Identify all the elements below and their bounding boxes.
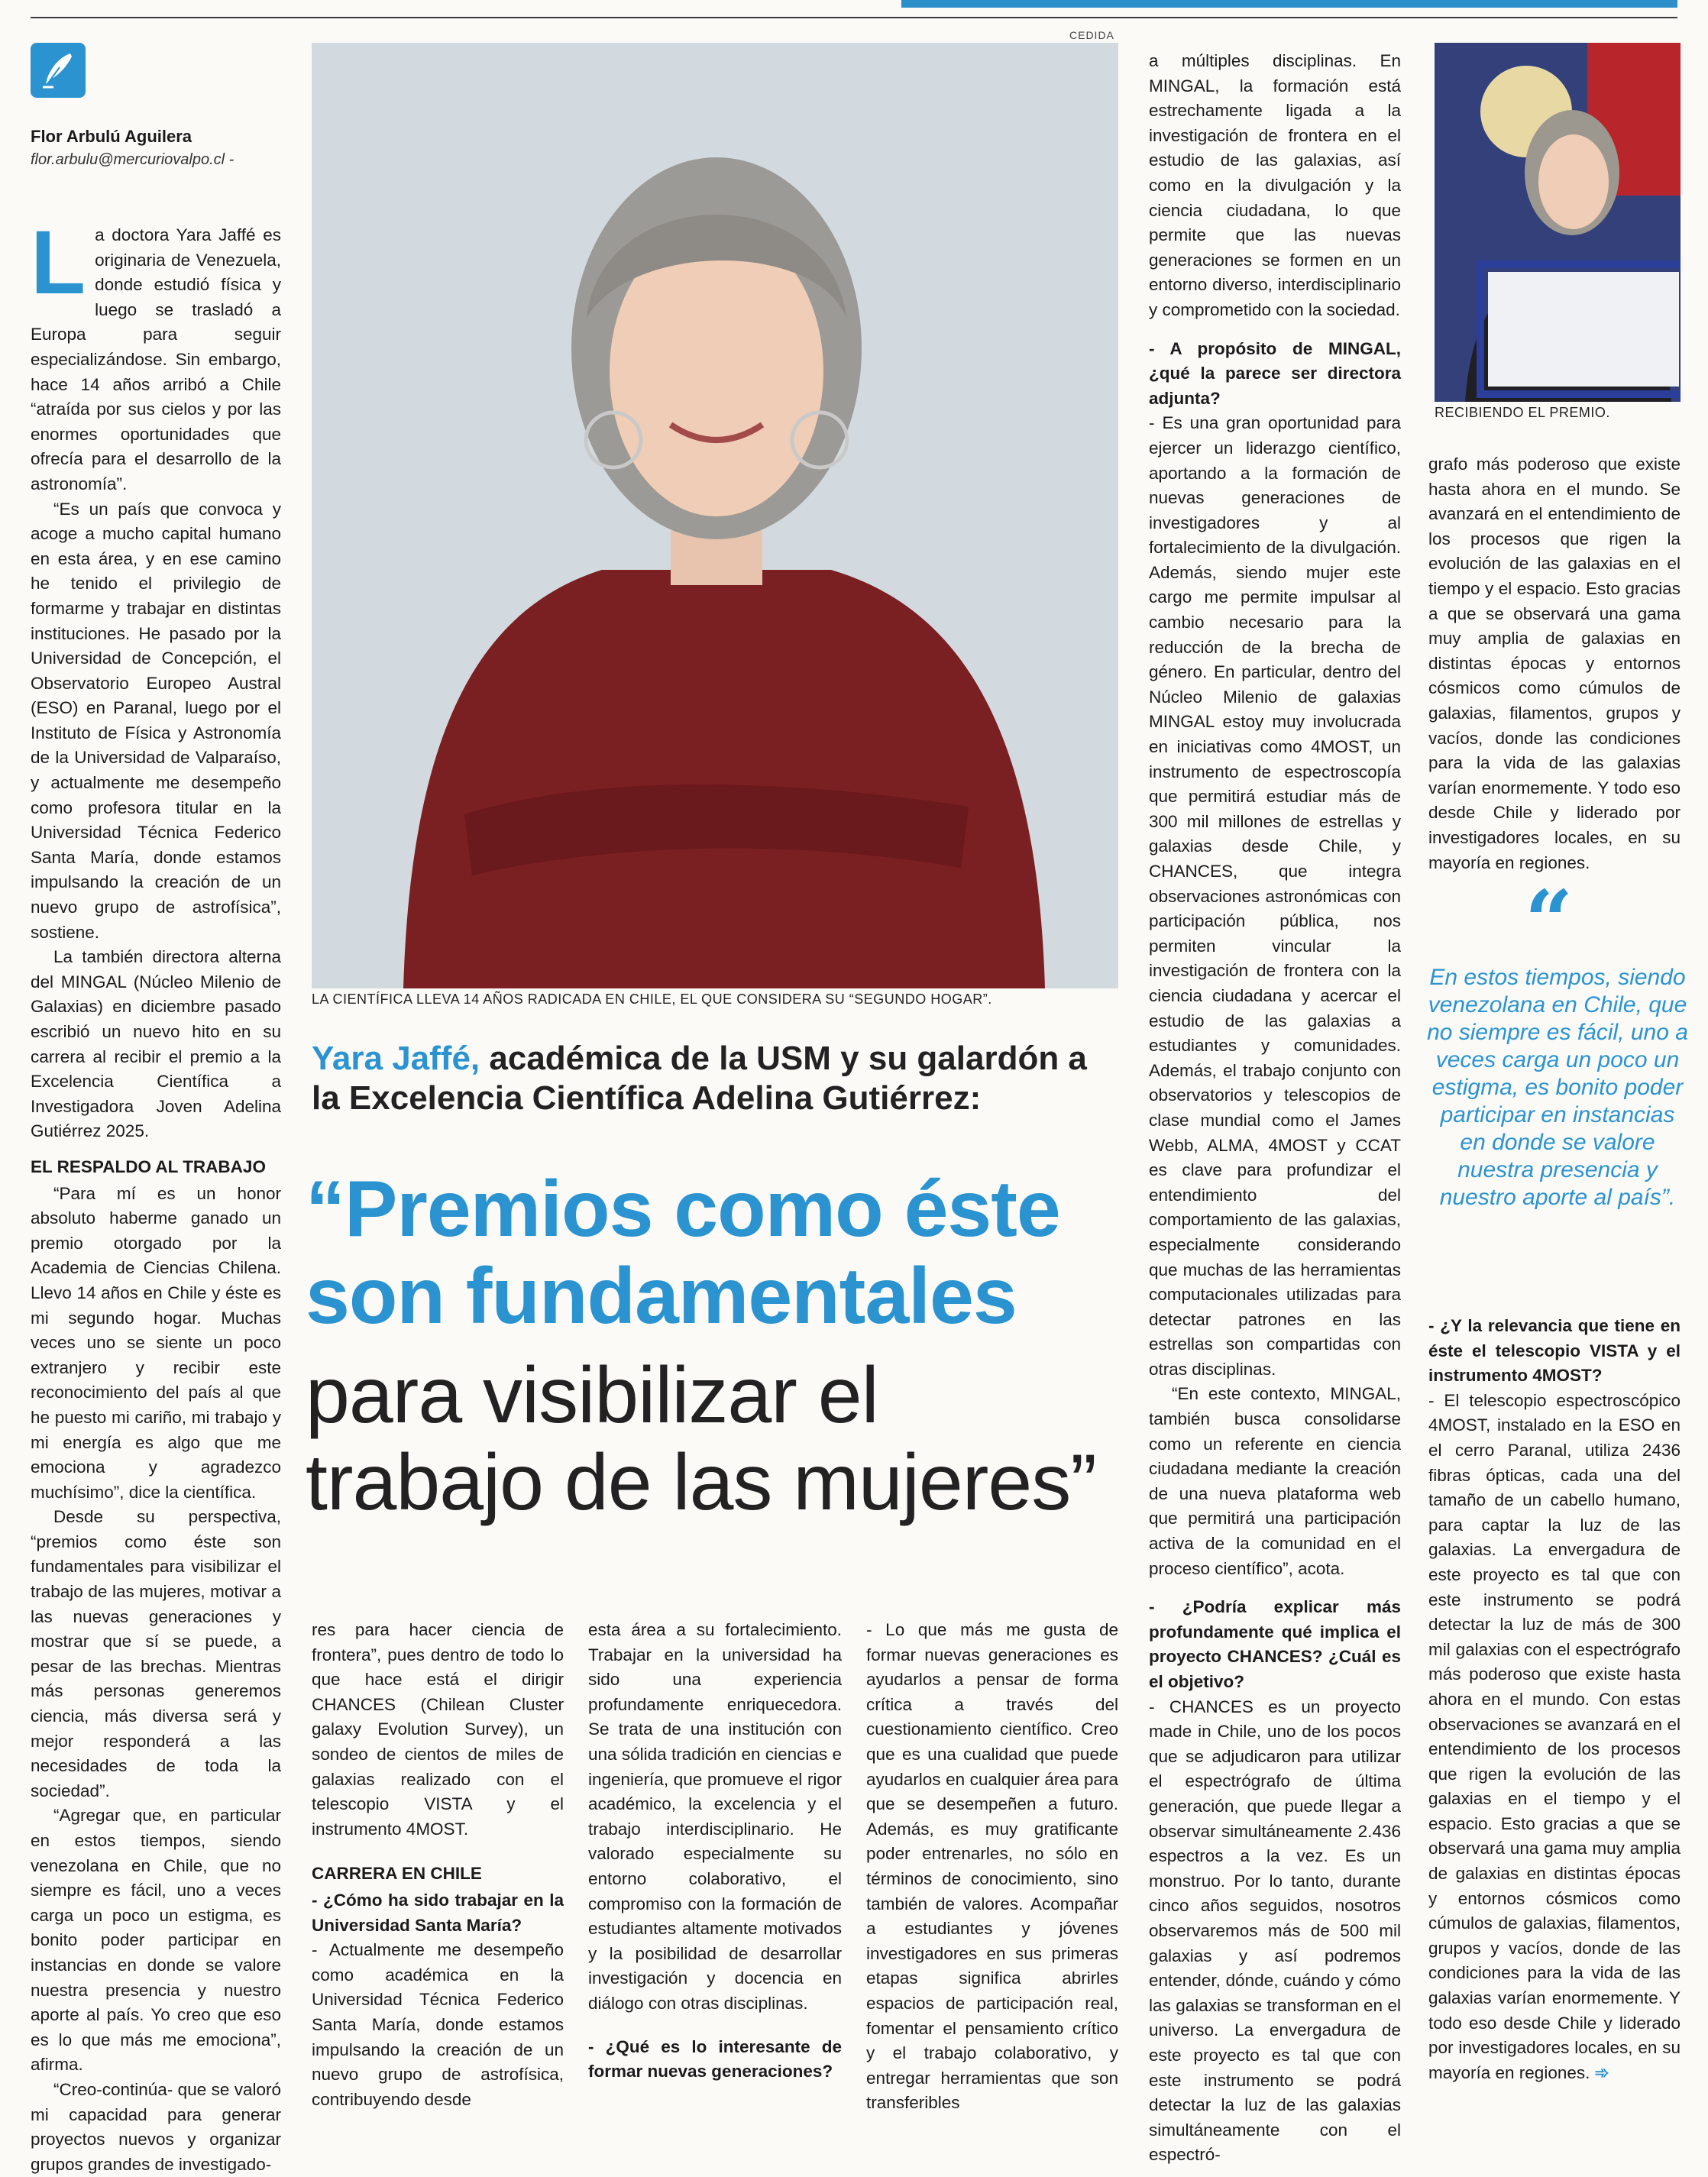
article-column-2 — [312, 1618, 564, 2112]
headline-blue: “Premios como éste son fundamentales — [306, 1165, 1060, 1341]
paragraph: grafo más poderoso que existe hasta ahora en el mundo. Se avanzará en el entendimiento de los procesos que rigen la evolución de las galaxias en el tiempo y el espacio. Esto gracias a que se observará una gama muy amplia de galaxias en distintas épocas y entornos cósmicos como cúmulos de galaxias, filamentos, grupos y vacíos, donde las condiciones para la vida de las galaxias varían enormemente. Y todo eso desde Chile y liderado por investigadores locales, en su mayoría en regiones. — [1428, 454, 1681, 872]
award-photo-caption: RECIBIENDO EL PREMIO. — [1435, 405, 1610, 420]
paragraph: Desde su perspectiva, “premios como éste son fundamentales para visibilizar el trabajo de las mujeres, motivar a las nuevas generaciones y mostrar que sí se puede, a pesar de las brechas. Mientras más personas generemos ciencia, más diversa será y mejor responderá a las necesidades de toda la sociedad”. — [31, 1507, 281, 1800]
paragraph: La también directora alterna del MINGAL (Núcleo Milenio de Galaxias) en diciembre pasado escribió un nuevo hito en su carrera al recibir el premio a la Excelencia Científica a Investigadora Joven Adelina Gutiérrez 2025. — [31, 947, 281, 1141]
paragraph: res para hacer ciencia de frontera”, pues dentro de todo lo que hace está el dirigir CHANCES (Chilean Cluster galaxy Evolution Survey), un sondeo de cientos de miles de galaxias realizado con el telescopio VISTA y el instrumento 4MOST. — [312, 1620, 564, 1839]
paragraph: - Lo que más me gusta de formar nuevas generaciones es ayudarlos a pensar de forma crítica a través del cuestionamiento científico. Creo que es una cualidad que puede ayudarlos en cualquier área para que se desempeñen a futuro. Además, es muy gratificante poder entrenarles, no sólo en términos de conocimiento, sino también de valores. Acompañar a estudiantes y jóvenes investigadores en sus primeras etapas significa abrirles espacios de participación real, fomentar el pensamiento crítico y el trabajo colaborativo, y entregar herramientas que son transferibles — [866, 1620, 1118, 2113]
paragraph: “Es un país que convoca y acoge a mucho capital humano en esta área, y en ese camino he tenido el privilegio de formarme y trabajar en distintas instituciones. He pasado por la Universidad de Concepción, el Observatorio Europeo Austral (ESO) en Paranal, luego por el Instituto de Física y Astronomía de la Universidad de Valparaíso, y actualmente me desempeño como profesora titular en la Universidad Técnica Federico Santa María, donde estamos impulsando la creación de un nuevo grupo de astrofísica”, sostiene. — [31, 499, 281, 942]
paragraph: - Es una gran oportunidad para ejercer un liderazgo científico, aportando a la formación de nuevas generaciones de investigadores y al fortalecimiento de la divulgación. Además, siendo mujer este cargo me permite impulsar al cambio necesario para la reducción de la brecha de género. En particular, dentro del Núcleo Milenio de galaxias MINGAL estoy muy involucrada en iniciativas como 4MOST, un instrumento de espectroscopía que permitirá estudiar más de 300 mil millones de estrellas y galaxias desde Chile, y CHANCES, que integra observaciones astronómicas con participación pública, nos permiten vincular la investigación de frontera con la ciencia ciudadana y acercar el estudio de las galaxias a estudiantes y comunidades. Además, el trabajo conjunto con observatorios y telescopios de clase mundial como el James Webb, ALMA, 4MOST y CCAT es clave para profundizar el entendimiento del comportamiento de las galaxias, especialmente considerando que muchas de las herramientas computacionales utilizadas para detectar patrones en las estrellas son compartidas con otras disciplinas. — [1149, 413, 1401, 1379]
paragraph: “Agregar que, en particular en estos tiempos, siendo venezolana en Chile, que no siempre es fácil, uno a veces carga un poco un estigma, es bonito poder participar en instancias en donde se valore nuestra presencia y nuestro aporte al país. Yo creo que eso es lo que más me emociona”, afirma. — [31, 1806, 281, 2075]
paragraph: “En este contexto, MINGAL, también busca consolidarse como un referente en ciencia ciudadana mediante la creación de una nueva plataforma web que permitirá una participación activa de la comunidad en el proceso científico”, acota. — [1149, 1384, 1401, 1578]
paragraph: a múltiples disciplinas. En MINGAL, la formación está estrechamente ligada a la investigación de frontera en el estudio de las galaxias, así como en la divulgación y la ciencia ciudadana, lo que permite que las nuevas generaciones se formen en un entorno diverso, interdisciplinario y comprometido con la sociedad. — [1149, 51, 1401, 319]
kicker-name: Yara Jaffé, — [312, 1040, 480, 1077]
quill-icon — [31, 43, 86, 98]
paragraph: - Actualmente me desempeño como académica en la Universidad Técnica Federico Santa María, donde estamos impulsando la creación de un nuevo grupo de astrofísica, contribuyendo desde — [312, 1940, 564, 2109]
kicker — [312, 1039, 1121, 1118]
subheading: EL RESPALDO AL TRABAJO — [31, 1156, 266, 1176]
article-column-6-lower — [1428, 1314, 1681, 2085]
quote-mark-icon: “ — [1525, 872, 1574, 970]
question: - ¿Cómo ha sido trabajar en la Universidad Santa María? — [312, 1890, 564, 1935]
top-rule — [31, 17, 1677, 18]
paragraph: “Para mí es un honor absoluto haberme ganado un premio otorgado por la Academia de Ciencias Chilena. Llevo 14 años en Chile y éste es mi segundo hogar. Muchas veces uno se siente un poco extranjero y recibir este reconocimiento del país al que he puesto mi cariño, mi trabajo y mi energía es algo que me emociona y agradezco muchísimo”, dice la científica. — [31, 1183, 281, 1502]
drop-cap: L — [31, 212, 86, 313]
paragraph: La doctora Yara Jaffé es originaria de Venezuela, donde estudió física y luego se trasladó a Europa para seguir especializándose. Sin embargo, hace 14 años arribó a Chile “atraída por sus cielos y por las enormes oportunidades que ofrecía para el desarrollo de la astronomía”. — [31, 212, 281, 493]
headline-black: para visibilizar el trabajo de las mujeres” — [306, 1351, 1096, 1527]
author-email: flor.arbulu@mercuriovalpo.cl - — [31, 151, 235, 168]
question: - ¿Y la relevancia que tiene en éste el telescopio VISTA y el instrumento 4MOST? — [1428, 1316, 1681, 1386]
paragraph: esta área a su fortalecimiento. Trabajar en la universidad ha sido una experiencia profundamente enriquecedora. Se trata de una institución con una sólida tradición en ciencias e ingeniería, que promueve el rigor académico, la excelencia y el trabajo interdisciplinario. He valorado especialmente su entorno colaborativo, el compromiso con la formación de estudiantes altamente motivados y la posibilidad de desarrollar investigación y docencia en diálogo con otras disciplinas. — [588, 1620, 842, 2013]
paragraph: “Creo-continúa- que se valoró mi capacidad para generar proyectos nuevos y organizar grupos grandes de investigado- — [31, 2079, 281, 2174]
author-name: Flor Arbulú Aguilera — [31, 127, 192, 146]
paragraph: - El telescopio espectroscópico 4MOST, instalado en la ESO en el cerro Paranal, utiliza 2436 fibras ópticas, cada una del tamaño de un cabello humano, para captar la luz de las galaxias. La envergadura de este proyecto es tal que con este instrumento se podrá detectar la luz de más de 300 mil galaxias con el espectrógrafo más poderoso que existe hasta ahora en el mundo. Con estas observaciones se avanzará en el entendimiento de los procesos que rigen la evolución de las galaxias en el tiempo y el espacio. Esto gracias a que se observará una gama muy amplia de galaxias en distintas épocas y entornos cósmicos como cúmulos de galaxias, filamentos, grupos y vacíos, donde de las condiciones para la vida de las galaxias varían enormemente. Y todo eso desde Chile y liderado por investigadores locales, en su mayoría en regiones. ➾ — [1428, 1390, 1681, 2082]
section-color-bar — [901, 0, 1677, 8]
question: - ¿Podría explicar más profundamente qué implica el proyecto CHANCES? ¿Cuál es el objetivo? — [1149, 1597, 1401, 1691]
article-column-1 — [31, 212, 281, 2177]
main-photo — [312, 43, 1118, 988]
article-column-3 — [588, 1618, 842, 2085]
photo-caption: LA CIENTÍFICA LLEVA 14 AÑOS RADICADA EN CHILE, EL QUE CONSIDERA SU “SEGUNDO HOGAR”. — [312, 991, 992, 1007]
article-column-6 — [1428, 452, 1681, 875]
award-photo — [1435, 43, 1681, 402]
continue-arrow-icon: ➾ — [1590, 2062, 1609, 2082]
question: - ¿Qué es lo interesante de formar nuevas generaciones? — [588, 2036, 842, 2082]
subheading: CARRERA EN CHILE — [312, 1864, 482, 1884]
article-column-4 — [866, 1618, 1118, 2116]
article-column-5 — [1149, 49, 1401, 2168]
kicker-text: académica de la USM y su galardón a la Excelencia Científica Adelina Gutiérrez: — [312, 1040, 1087, 1117]
paragraph: - CHANCES es un proyecto made in Chile, uno de los pocos que se adjudicaron para utilizar el espectrógrafo de última generación, que puede llegar a observar simultáneamente 2.436 espectros a la vez. Es un monstruo. Por lo tanto, durante cinco años seguidos, nosotros observaremos más de 500 mil galaxias y así podremos entender, dónde, cuándo y cómo las galaxias se transforman en el universo. La envergadura de este proyecto es tal que con este instrumento se podrá detectar la luz de las galaxias simultáneamente con el espectró- — [1149, 1697, 1401, 2165]
photo-credit: CEDIDA — [1069, 29, 1114, 41]
pull-quote: En estos tiempos, siendo venezolana en Chile, que no siempre es fácil, uno a veces carga un poco un estigma, es bonito poder participar en instancias en donde se valore nuestra presencia y nuestro aporte al país”. — [1427, 965, 1688, 1210]
question: - A propósito de MINGAL, ¿qué la parece ser directora adjunta? — [1149, 338, 1401, 408]
